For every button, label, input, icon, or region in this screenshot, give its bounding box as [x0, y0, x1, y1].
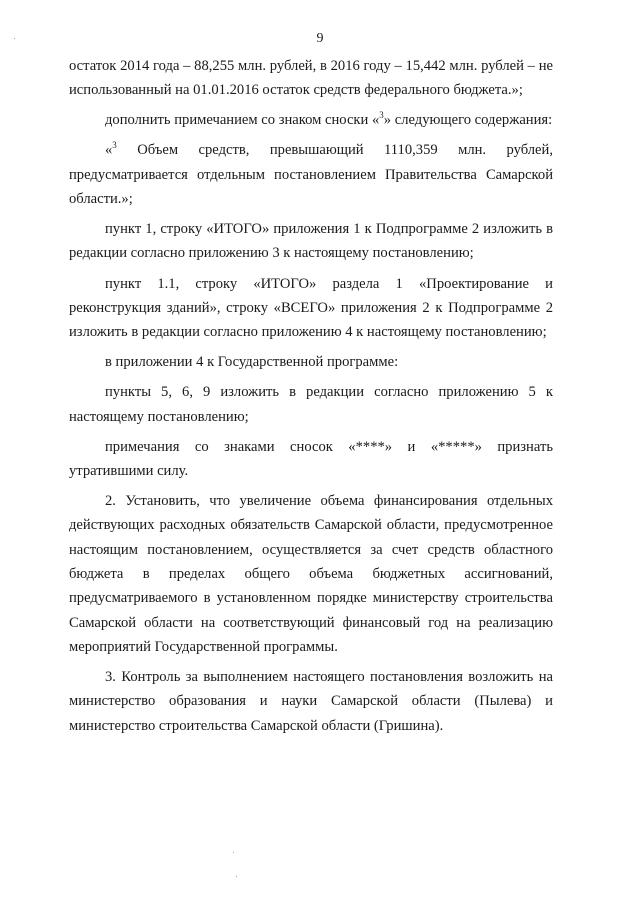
- paragraph-text: пункты 5, 6, 9 изложить в редакции согласно приложению 5 к настоящему постановлению;: [69, 384, 553, 425]
- paragraph-text: пункт 1.1, строку «ИТОГО» раздела 1 «Проектирование и реконструкция зданий», строку «ВСЕГО» приложения 2 к Подпрограмме 2 изложить в редакции согласно приложению 4 к настоящему постановлению;: [69, 275, 553, 341]
- paragraph-text: Объем средств, превышающий 1110,359 млн. рублей, предусматривается отдельным постановлением Правительства Самарской области.»;: [69, 142, 553, 208]
- paragraph: [69, 489, 553, 659]
- paragraph-lead: «: [105, 142, 113, 159]
- paragraph: [69, 108, 553, 132]
- paragraph-text: 3. Контроль за выполнением настоящего постановления возложить на министерство образования и науки Самарской области (Пылева) и министерство строительства Самарской области (Гришина).: [69, 669, 553, 734]
- paragraph: [69, 350, 553, 374]
- footnote-mark: 3: [112, 140, 117, 151]
- paragraph-text: пункт 1, строку «ИТОГО» приложения 1 к Подпрограмме 2 изложить в редакции согласно приложению 3 к настоящему постановлению;: [69, 221, 553, 262]
- scan-speck: [236, 876, 237, 877]
- document-body: [69, 54, 553, 744]
- paragraph: [69, 380, 553, 429]
- paragraph: [69, 435, 553, 484]
- scan-speck: [233, 852, 234, 853]
- paragraph: [69, 138, 553, 211]
- page-number: 9: [316, 31, 324, 46]
- paragraph: [69, 54, 553, 103]
- paragraph: [69, 217, 553, 266]
- paragraph-text: » следующего содержания:: [383, 112, 553, 129]
- paragraph-text: в приложении 4 к Государственной программе:: [105, 354, 399, 371]
- scan-speck: [14, 38, 15, 39]
- paragraph: [69, 665, 553, 738]
- paragraph-text: остаток 2014 года – 88,255 млн. рублей, в 2016 году – 15,442 млн. рублей – не использованный на 01.01.2016 остаток средств федерального бюджета.»;: [69, 58, 553, 99]
- footnote-mark: 3: [379, 110, 384, 121]
- paragraph-text: 2. Установить, что увеличение объема финансирования отдельных действующих расходных обязательств Самарской области, предусмотренное настоящим постановлением, осуществляется за счет средств областного бюджета в пределах общего объема бюджетных ассигнований, предусматриваемого в установленном порядке министерству строительства Самарской области на соответствующий финансовый год на реализацию мероприятий Государственной программы.: [69, 493, 553, 655]
- paragraph: [69, 272, 553, 345]
- paragraph-lead: дополнить примечанием со знаком сноски «: [105, 112, 380, 129]
- paragraph-text: примечания со знаками сносок «****» и «*****» признать утратившими силу.: [69, 438, 553, 480]
